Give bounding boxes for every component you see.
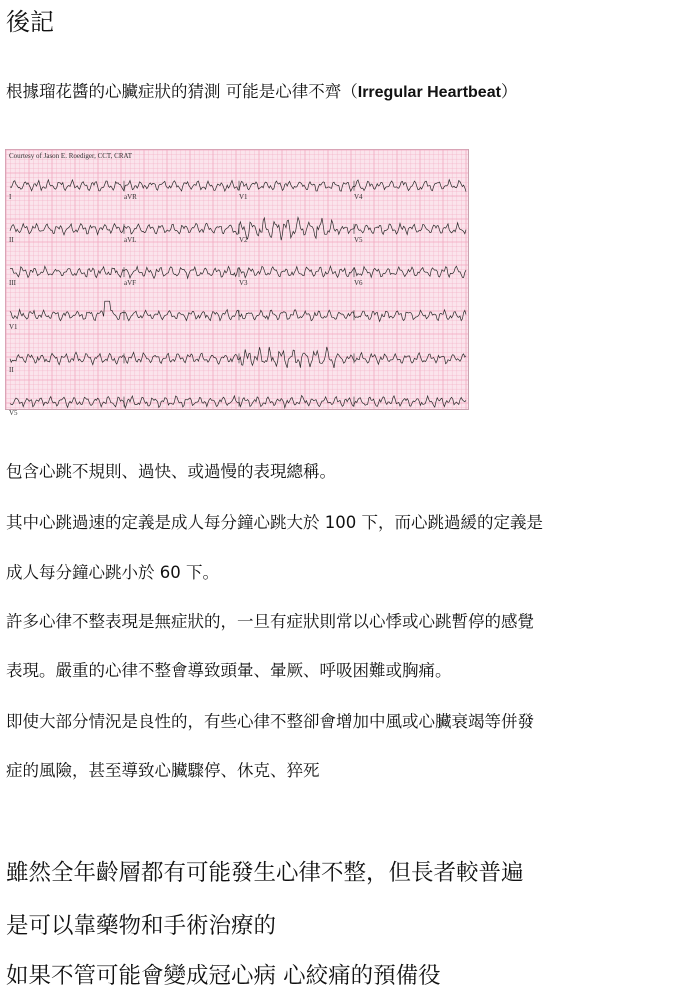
ecg-trace bbox=[10, 180, 466, 192]
ecg-lead-label: III bbox=[9, 279, 16, 288]
page-title: 後記 bbox=[6, 8, 54, 36]
paragraph-1: 包含心跳不規則、過快、或過慢的表現總稱。 bbox=[6, 462, 336, 481]
ecg-lead-label: V2 bbox=[239, 236, 248, 245]
paragraph-6: 即使大部分情況是良性的，有些心律不整卻會增加中風或心臟衰竭等併發 bbox=[6, 712, 534, 731]
ecg-lead-label: aVL bbox=[124, 236, 137, 245]
ecg-lead-label: aVF bbox=[124, 279, 137, 288]
paragraph-4: 許多心律不整表現是無症狀的，一旦有症狀則常以心悸或心跳暫停的感覺 bbox=[6, 612, 534, 631]
ecg-lead-label: V1 bbox=[9, 322, 18, 331]
closing-line-3: 如果不管可能會變成冠心病 心絞痛的預備役 bbox=[6, 963, 441, 989]
ecg-trace bbox=[10, 266, 466, 278]
ecg-lead-label: I bbox=[9, 193, 12, 202]
ecg-lead-label: II bbox=[9, 236, 14, 245]
ecg-lead-label: V5 bbox=[354, 236, 363, 245]
closing-line-1: 雖然全年齡層都有可能發生心律不整，但長者較普遍 bbox=[6, 860, 524, 886]
ecg-lead-label: aVR bbox=[124, 193, 137, 202]
closing-line-2: 是可以靠藥物和手術治療的 bbox=[6, 913, 277, 939]
intro-term-english: Irregular Heartbeat bbox=[357, 84, 501, 101]
ecg-trace-svg bbox=[6, 150, 468, 409]
ecg-lead-label: V1 bbox=[239, 193, 248, 202]
ecg-lead-label: V3 bbox=[239, 279, 248, 288]
ecg-lead-label: V5 bbox=[9, 408, 18, 417]
paragraph-3: 成人每分鐘心跳小於 60 下。 bbox=[6, 563, 219, 582]
paragraph-7: 症的風險，甚至導致心臟驟停、休克、猝死 bbox=[6, 761, 320, 780]
intro-close-paren: ） bbox=[500, 82, 518, 101]
paragraph-5: 表現。嚴重的心律不整會導致頭暈、暈厥、呼吸困難或胸痛。 bbox=[6, 661, 452, 680]
ecg-trace bbox=[10, 217, 466, 240]
paragraph-2: 其中心跳過速的定義是成人每分鐘心跳大於 100 下，而心跳過緩的定義是 bbox=[6, 513, 543, 532]
ecg-lead-label: V6 bbox=[354, 279, 363, 288]
intro-line bbox=[6, 78, 517, 102]
ecg-credit: Courtesy of Jason E. Roediger, CCT, CRAT bbox=[9, 152, 133, 160]
intro-text: 根據瑠花醬的心臟症狀的猜測 可能是心律不齊（ bbox=[6, 82, 358, 101]
ecg-lead-label: II bbox=[9, 365, 14, 374]
ecg-lead-label: V4 bbox=[354, 193, 363, 202]
ecg-image bbox=[5, 149, 469, 417]
ecg-trace bbox=[10, 396, 466, 409]
